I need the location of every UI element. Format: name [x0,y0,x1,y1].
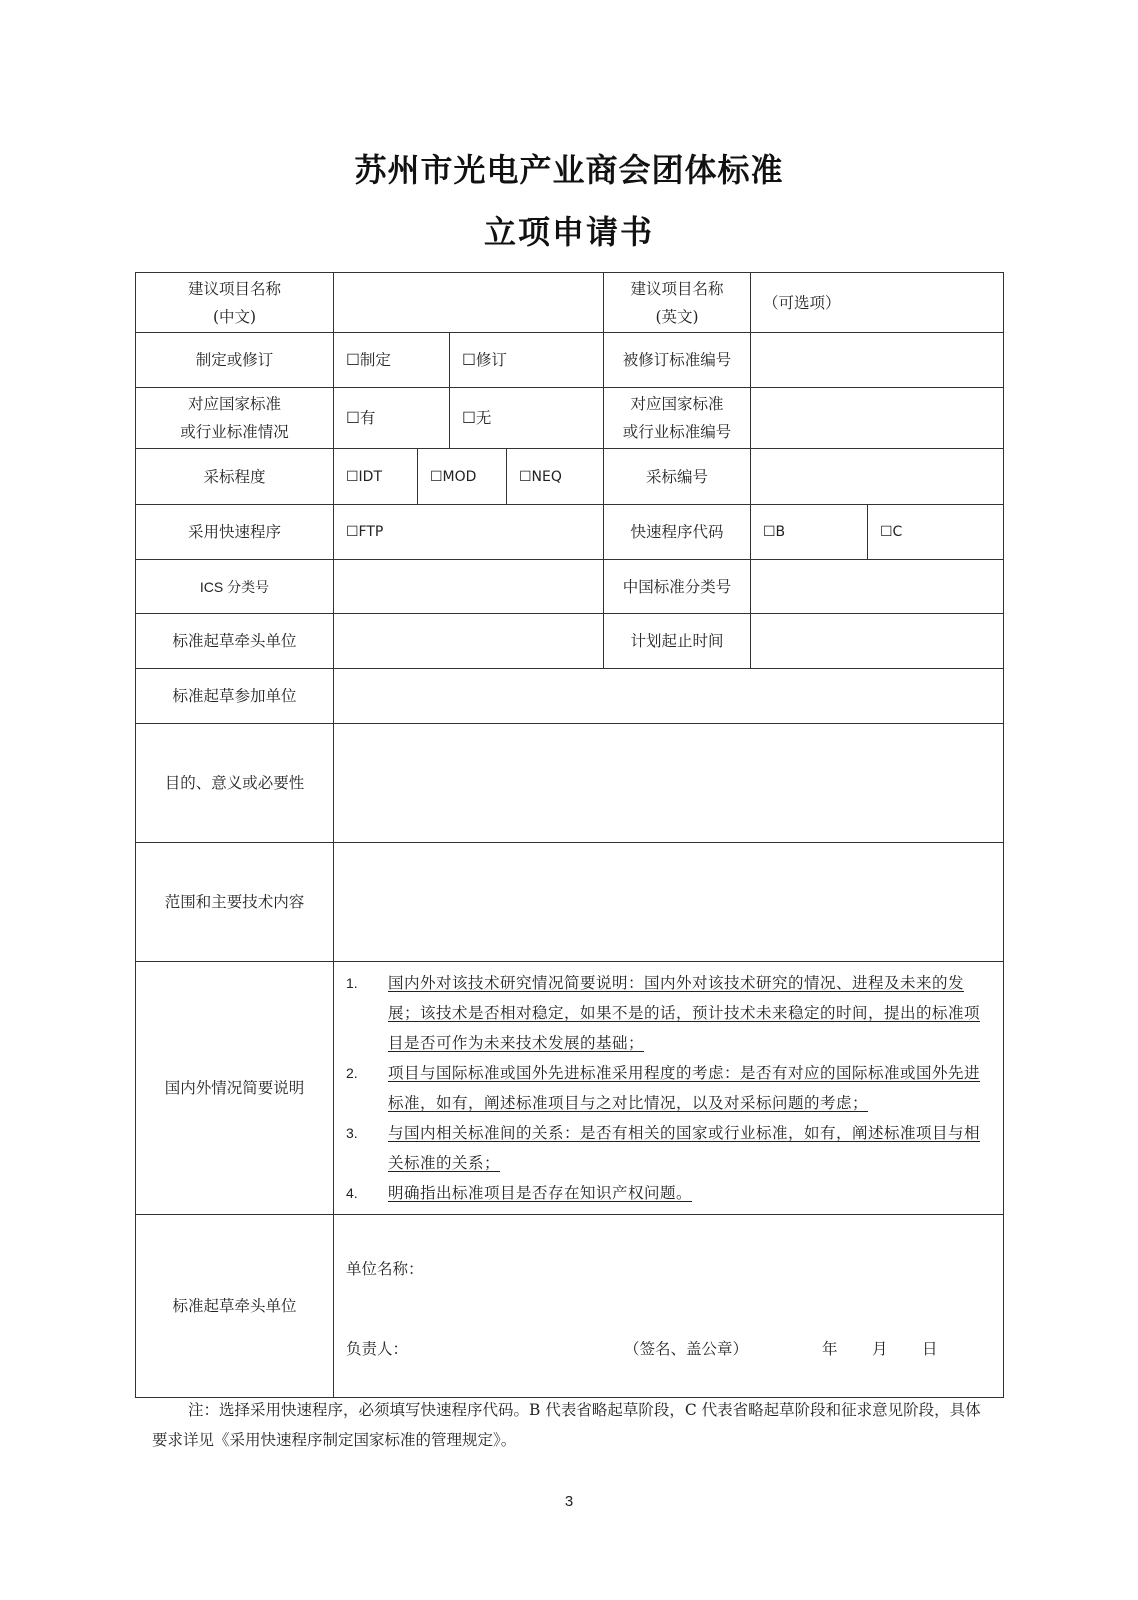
checkbox-label: ☐制定 [346,351,391,369]
row-project-name [136,273,1004,333]
item-text: 国内外对该技术研究情况简要说明：国内外对该技术研究的情况、进程及未来的发展；该技术是否相对稳定，如果不是的话，预计技术未来稳定的时间，提出的标准项目是否可作为未来技术发展的基础； [388,974,981,1052]
item-number: 1. [346,975,358,991]
fast-procedure-label: 采用快速程序 [136,505,334,560]
adoption-no-label: 采标编号 [604,449,751,505]
list-item [346,1118,993,1178]
row-fast-procedure [136,505,1004,560]
row-join-unit [136,669,1004,724]
adoption-degree-label: 采标程度 [136,449,334,505]
national-standard-no-field[interactable] [751,388,1004,449]
list-item [346,1058,993,1118]
ccs-label: 中国标准分类号 [604,560,751,614]
footnote: 注：选择采用快速程序，必须填写快速程序代码。B 代表省略起草阶段，C 代表省略起草阶段和征求意见阶段，具体要求详见《采用快速程序制定国家标准的管理规定》。 [152,1401,981,1449]
situation-list [334,962,1003,1214]
join-unit-label: 标准起草参加单位 [136,669,334,724]
checkbox-label: ☐无 [462,409,492,427]
item-text: 明确指出标准项目是否存在知识产权问题。 [388,1184,693,1202]
page-title: 苏州市光电产业商会团体标准 [354,151,784,189]
scope-label: 范围和主要技术内容 [136,843,334,962]
page-number: 3 [564,1493,574,1510]
national-standard-label [136,388,334,449]
join-unit-field[interactable] [334,669,1004,724]
project-name-cn-field[interactable] [334,273,604,333]
plan-time-field[interactable] [751,614,1004,669]
label-text: ICS 分类号 [199,578,270,595]
row-purpose [136,724,1004,843]
plan-time-label: 计划起止时间 [604,614,751,669]
day-label: 日 [922,1340,938,1358]
row-signature [136,1215,1004,1398]
row-classification [136,560,1004,614]
checkbox-label: ☐NEQ [519,468,562,485]
checkbox-label: ☐C [880,524,903,540]
checkbox-revise[interactable] [449,333,603,387]
person-in-charge-label: 负责人： [346,1340,409,1358]
item-text: 与国内相关标准间的关系：是否有相关的国家或行业标准，如有，阐述标准项目与相关标准的关系； [388,1124,981,1172]
unit-name-label: 单位名称： [346,1260,424,1278]
revised-no-field[interactable] [751,333,1004,388]
month-label: 月 [872,1340,888,1358]
label-line: 或行业标准情况 [180,423,289,441]
checkbox-label: ☐修订 [462,351,507,369]
checkbox-label: ☐FTP [346,524,384,540]
purpose-label: 目的、意义或必要性 [136,724,334,843]
item-number: 3. [346,1125,358,1141]
item-number: 2. [346,1065,358,1081]
ics-label [136,560,334,614]
ics-field[interactable] [334,560,604,614]
year-label: 年 [822,1340,838,1358]
lead-unit-field[interactable] [334,614,604,669]
checkbox-label: ☐有 [346,409,376,427]
label-line: 对应国家标准 [630,395,724,413]
national-standard-no-label [604,388,751,449]
list-item [346,968,993,1058]
label-line: (中文) [212,307,257,326]
project-name-cn-label [136,273,334,333]
checkbox-label: ☐MOD [430,468,477,485]
revised-no-label: 被修订标准编号 [604,333,751,388]
item-text: 项目与国际标准或国外先进标准采用程度的考虑：是否有对应的国际标准或国外先进标准，如有，阐述标准项目与之对比情况，以及对采标问题的考虑； [388,1064,981,1112]
row-lead-unit [136,614,1004,669]
purpose-field[interactable] [334,724,1004,843]
adoption-no-field[interactable] [751,449,1004,505]
sign-unit-label: 标准起草牵头单位 [136,1215,334,1398]
checkbox-mod[interactable] [417,449,506,504]
revise-label: 制定或修订 [136,333,334,388]
checkbox-neq[interactable] [506,449,603,504]
situation-label: 国内外情况简要说明 [136,962,334,1215]
label-line: (英文) [655,307,699,326]
lead-unit-label: 标准起草牵头单位 [136,614,334,669]
page-subtitle: 立项申请书 [483,213,654,251]
application-form-table [135,272,1004,1398]
item-number: 4. [346,1185,358,1201]
label-line: 建议项目名称 [630,279,724,298]
checkbox-ftp[interactable] [334,505,604,560]
row-situation [136,962,1004,1215]
project-name-en-field[interactable] [751,273,1004,333]
row-revise [136,333,1004,388]
signature-field[interactable] [334,1215,1004,1398]
row-national-standard [136,388,1004,449]
label-line: 或行业标准编号 [622,423,732,441]
checkbox-b[interactable] [751,505,868,560]
checkbox-no[interactable] [449,388,603,448]
fast-code-label: 快速程序代码 [604,505,751,560]
row-scope [136,843,1004,962]
ccs-field[interactable] [751,560,1004,614]
checkbox-label: ☐B [763,524,786,540]
scope-field[interactable] [334,843,1004,962]
signature-seal-label: （签名、盖公章） [624,1340,749,1358]
project-name-en-label [604,273,751,333]
label-line: 建议项目名称 [187,279,281,298]
checkbox-label: ☐IDT [346,468,383,485]
checkbox-c[interactable] [868,505,1004,560]
label-line: 对应国家标准 [187,395,281,413]
optional-hint: （可选项） [763,293,841,312]
situation-field[interactable] [334,962,1004,1215]
checkbox-idt[interactable] [334,449,417,504]
checkbox-yes[interactable] [334,388,449,448]
checkbox-formulate[interactable] [334,333,449,387]
list-item [346,1178,993,1208]
row-adoption [136,449,1004,505]
